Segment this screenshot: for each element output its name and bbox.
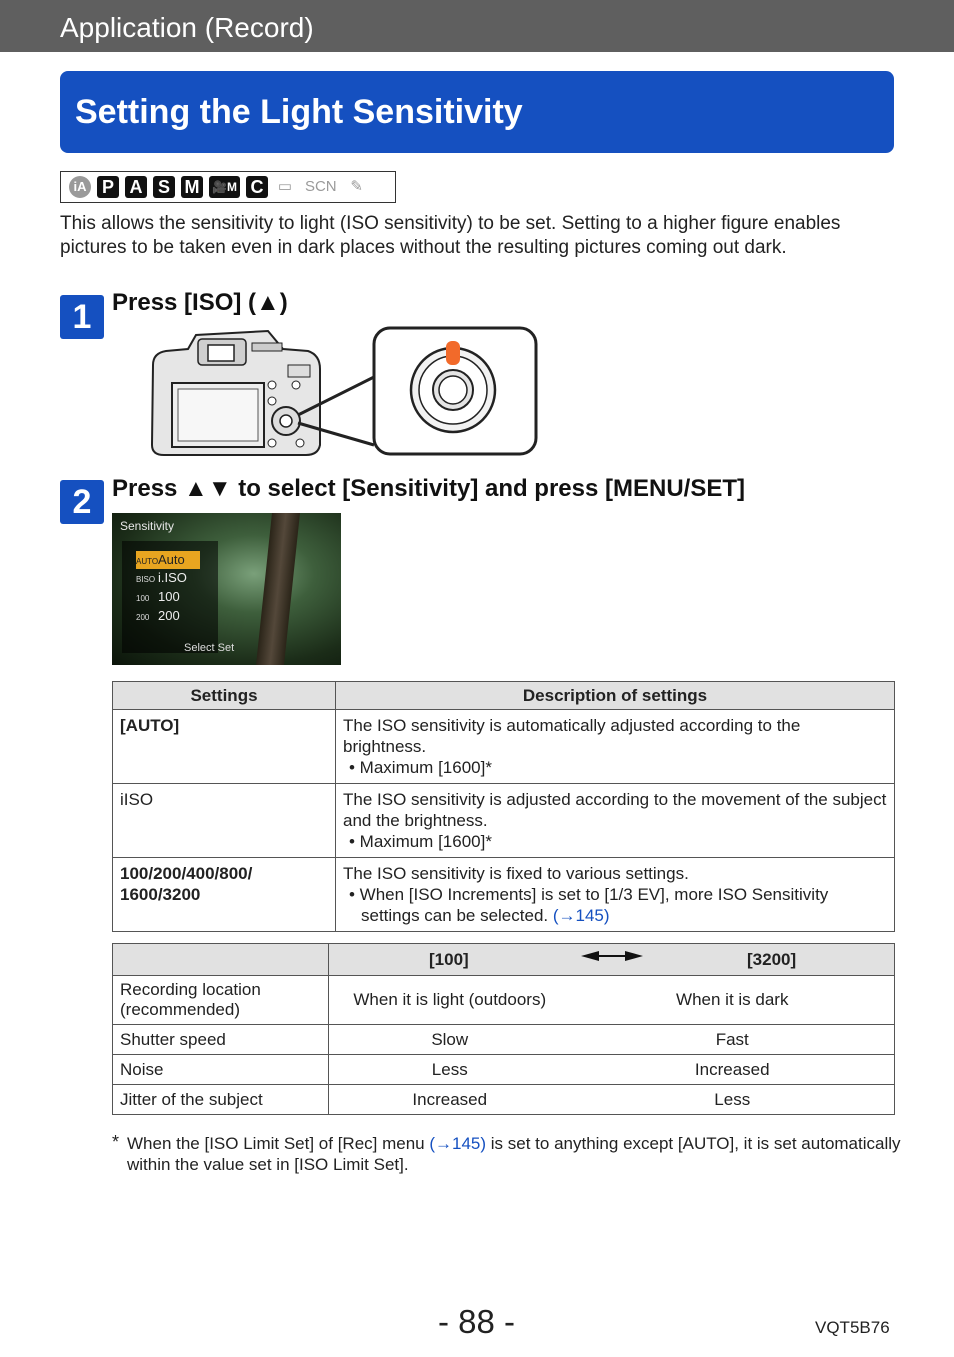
high-value: Less xyxy=(571,1085,895,1115)
iso-high-label: [3200] xyxy=(747,950,797,969)
table-header: Description of settings xyxy=(336,682,895,710)
setting-name xyxy=(113,784,336,858)
row-label: Noise xyxy=(113,1055,329,1085)
section-title: Application (Record) xyxy=(60,12,314,43)
low-value: Slow xyxy=(329,1025,571,1055)
iso-low-label: [100] xyxy=(429,950,469,969)
intelligent-iso-icon: iISO xyxy=(120,790,154,809)
settings-table xyxy=(112,681,895,932)
setting-name: 100/200/400/800/ 1600/3200 xyxy=(113,858,336,932)
mode-icon-ia: iA xyxy=(69,176,91,198)
setting-description: The ISO sensitivity is adjusted according to the movement of the subject and the brightness. • Maximum [1600]* xyxy=(336,784,895,858)
table-header xyxy=(113,944,329,976)
table-row xyxy=(113,1055,895,1085)
mode-icon-movie-m: 🎥M xyxy=(209,176,240,198)
mode-icon-scn: SCN xyxy=(304,178,337,195)
mode-icons-strip xyxy=(60,171,396,203)
step-2-number: 2 xyxy=(60,480,104,524)
low-value: When it is light (outdoors) xyxy=(329,976,571,1025)
page-ref-link[interactable]: (→145) xyxy=(429,1134,487,1153)
page-ref-link[interactable]: (→145) xyxy=(552,906,610,925)
iso-comparison-table xyxy=(112,943,895,1115)
step-1-number: 1 xyxy=(60,295,104,339)
page-number: - 88 - xyxy=(438,1303,516,1340)
row-label: Recording location (recommended) xyxy=(113,976,329,1025)
table-header xyxy=(329,944,895,976)
table-row xyxy=(113,1025,895,1055)
lcd-screenshot xyxy=(112,513,341,665)
footnote: * When the [ISO Limit Set] of [Rec] menu (→145) is set to anything except [AUTO], it is set automatically within the value set in [ISO Limit Set]. xyxy=(112,1132,901,1174)
high-value: When it is dark xyxy=(571,976,895,1025)
table-row xyxy=(113,858,895,932)
lcd-menu-title: Sensitivity xyxy=(120,519,175,533)
intro-paragraph: This allows the sensitivity to light (ISO sensitivity) to be set. Setting to a higher figure enables pictures to be taken even in dark places without the resulting pictures coming out dark. xyxy=(60,213,841,258)
mode-icon-p: P xyxy=(97,176,119,198)
table-row xyxy=(113,976,895,1025)
setting-description: The ISO sensitivity is automatically adjusted according to the brightness. • Maximum [1600]* xyxy=(336,710,895,784)
setting-description: The ISO sensitivity is fixed to various settings. • When [ISO Increments] is set to [1/3 EV], more ISO Sensitivity settings can be selected. (→145) xyxy=(336,858,895,932)
mode-icon-a: A xyxy=(125,176,147,198)
table-header: Settings xyxy=(113,682,336,710)
mode-icon-s: S xyxy=(153,176,175,198)
step-1-text: Press [ISO] (▲) xyxy=(112,289,288,316)
table-row xyxy=(113,710,895,784)
row-label: Shutter speed xyxy=(113,1025,329,1055)
lcd-menu-item: 100 100 xyxy=(136,589,180,604)
mode-icon-panorama: ▭ xyxy=(277,178,293,195)
page-title-box xyxy=(60,71,894,153)
double-arrow-icon xyxy=(581,949,643,963)
table-row xyxy=(113,784,895,858)
step-2-text: Press ▲▼ to select [Sensitivity] and press [MENU/SET] xyxy=(112,475,746,502)
table-row xyxy=(113,1085,895,1115)
low-value: Less xyxy=(329,1055,571,1085)
row-label: Jitter of the subject xyxy=(113,1085,329,1115)
lcd-footer-hint: Select Set xyxy=(184,642,235,654)
mode-icon-c: C xyxy=(246,176,268,198)
footnote-marker: * xyxy=(112,1132,120,1152)
high-value: Fast xyxy=(571,1025,895,1055)
camera-body-icon xyxy=(152,331,320,455)
mode-icon-m: M xyxy=(181,176,203,198)
lcd-menu-item: AUTOAuto xyxy=(136,551,200,569)
lcd-menu-item: 200 200 xyxy=(136,608,180,623)
page-title: Setting the Light Sensitivity xyxy=(75,93,523,131)
mode-icon-creative: ✎ xyxy=(350,178,363,195)
document-id: VQT5B76 xyxy=(815,1318,890,1337)
lcd-menu-item: BISO i.ISO xyxy=(136,570,187,585)
high-value: Increased xyxy=(571,1055,895,1085)
section-header-bar xyxy=(0,0,954,52)
setting-name: [AUTO] xyxy=(113,710,336,784)
low-value: Increased xyxy=(329,1085,571,1115)
camera-illustration xyxy=(148,325,540,457)
